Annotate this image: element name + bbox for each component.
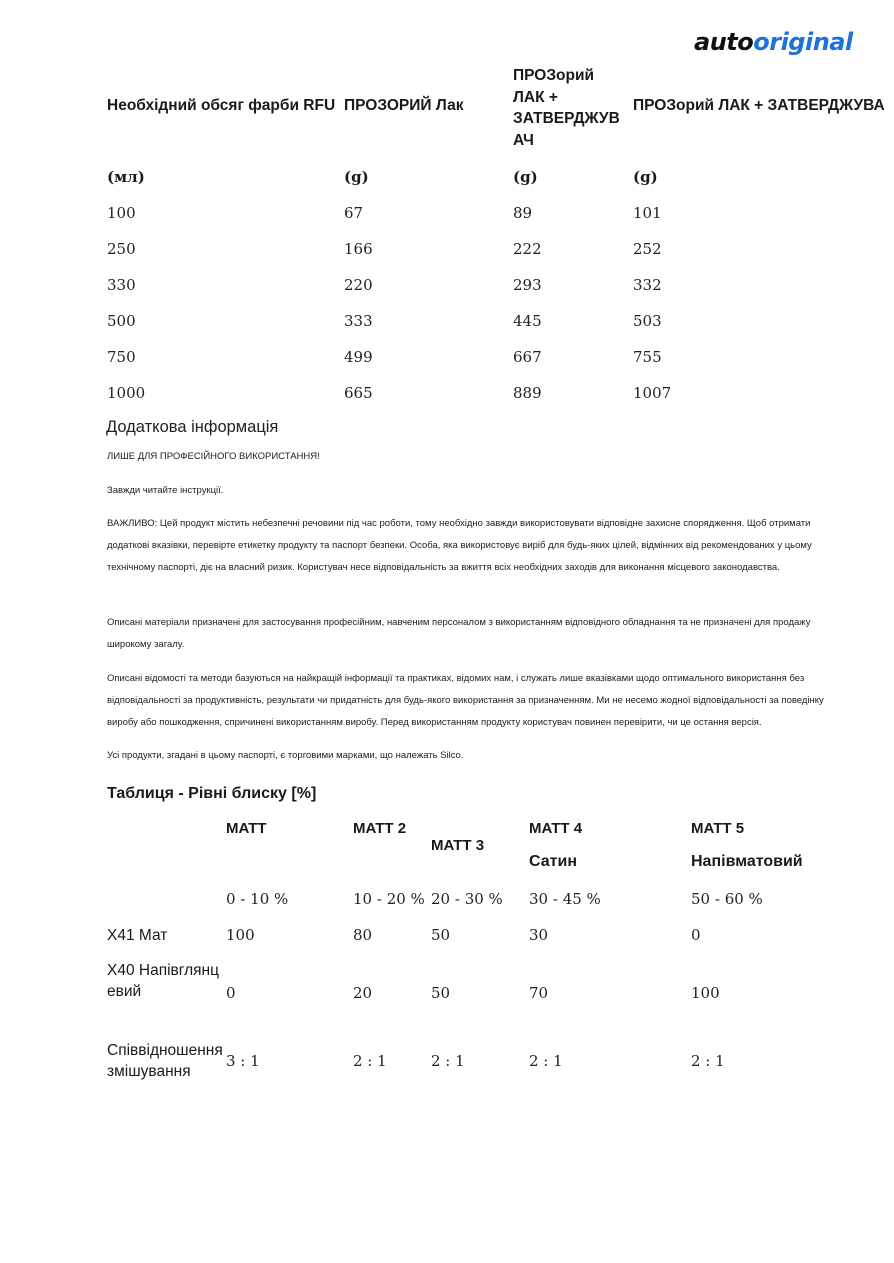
professional-use-notice: ЛИШЕ ДЛЯ ПРОФЕСІЙНОГО ВИКОРИСТАННЯ!: [107, 451, 320, 462]
cell: 755: [633, 348, 662, 366]
cell: 667: [513, 348, 542, 366]
gloss-range: 50 - 60 %: [691, 890, 763, 908]
gloss-cell: 0: [691, 926, 701, 944]
gloss-cell: 70: [529, 984, 549, 1002]
gloss-cell: 20: [353, 984, 373, 1002]
cell: 100: [107, 204, 136, 222]
unit-g: (g): [513, 168, 538, 186]
cell: 67: [344, 204, 364, 222]
gloss-cell: 100: [226, 926, 255, 944]
trademark-notice: Усі продукти, згадані в цьому паспорті, є торговими марками, що належать Silco.: [107, 750, 464, 761]
cell: 332: [633, 276, 662, 294]
header-clear-lacquer: ПРОЗОРИЙ Лак: [344, 97, 464, 114]
gloss-col-matt3: MATT 3: [431, 837, 485, 854]
gloss-table-title: Таблиця - Рівні блиску [%]: [107, 785, 317, 802]
unit-ml: (мл): [107, 168, 145, 186]
additional-info-title: Додаткова інформація: [106, 418, 279, 436]
cell: 503: [633, 312, 662, 330]
cell: 889: [513, 384, 542, 402]
gloss-row-label: Співвідношення змішування: [107, 1042, 223, 1080]
gloss-cell: 2 : 1: [529, 1052, 563, 1070]
gloss-col-matt: MATT: [226, 820, 267, 837]
cell: 445: [513, 312, 542, 330]
gloss-col-satin: Сатин: [529, 853, 577, 870]
gloss-cell: 80: [353, 926, 373, 944]
header-lacquer-hardener: ПРОЗорий ЛАК + ЗАТВЕРДЖУВ АЧ: [513, 67, 620, 149]
cell: 499: [344, 348, 373, 366]
gloss-cell: 3 : 1: [226, 1052, 260, 1070]
gloss-cell: 50: [431, 984, 451, 1002]
autooriginal-logo: autooriginal: [694, 28, 853, 56]
header-lacquer-hardener-2: ПРОЗорий ЛАК + ЗАТВЕРДЖУВА: [633, 97, 885, 114]
gloss-col-matt5: MATT 5: [691, 820, 745, 837]
gloss-col-semimatt: Напівматовий: [691, 853, 803, 870]
professional-materials-notice: Описані матеріали призначені для застосування професійним, навченим персоналом з використанням відповідного обладнання та не призначені для продажу широкому загалу.: [107, 617, 811, 650]
gloss-cell: 2 : 1: [431, 1052, 465, 1070]
cell: 252: [633, 240, 662, 258]
gloss-range: 10 - 20 %: [353, 890, 425, 908]
cell: 250: [107, 240, 136, 258]
gloss-cell: 30: [529, 926, 549, 944]
cell: 500: [107, 312, 136, 330]
cell: 89: [513, 204, 533, 222]
cell: 330: [107, 276, 136, 294]
cell: 750: [107, 348, 136, 366]
cell: 1000: [107, 384, 146, 402]
cell: 222: [513, 240, 542, 258]
important-notice: ВАЖЛИВО: Цей продукт містить небезпечні речовини під час роботи, тому необхідно завжди використовувати відповідне захисне спорядження. Щоб отримати додаткові вказівки, перевірте етикетку продукту та паспорт безпеки. Особа, яка використовує виріб для будь-яких цілей, відмінних від рекомендованих у цьому технічному паспорті, діє на власний ризик. Користувач несе відповідальність за вжиття всіх необхідних заходів для виконання місцевого законодавства.: [107, 518, 812, 573]
unit-g: (g): [633, 168, 658, 186]
liability-notice: Описані відомості та методи базуються на найкращій інформації та практиках, відомих нам, і служать лише вказівками щодо оптимального використання без відповідальності за продуктивність, результати чи придатність для будь-якого використання за призначенням. Ми не несемо жодної відповідальності за поведінку виробу або пошкодження, спричинені використанням виробу. Перед використанням продукту користувач повинен перевірити, чи це остання версія.: [107, 673, 824, 728]
gloss-cell: 50: [431, 926, 451, 944]
gloss-cell: 2 : 1: [691, 1052, 725, 1070]
gloss-cell: 2 : 1: [353, 1052, 387, 1070]
cell: 293: [513, 276, 542, 294]
gloss-col-matt2: MATT 2: [353, 820, 407, 837]
gloss-cell: 100: [691, 984, 720, 1002]
gloss-col-matt4: MATT 4: [529, 820, 583, 837]
read-instructions-notice: Завжди читайте інструкції.: [107, 485, 224, 496]
gloss-range: 20 - 30 %: [431, 890, 503, 908]
cell: 166: [344, 240, 373, 258]
cell: 665: [344, 384, 373, 402]
cell: 220: [344, 276, 373, 294]
gloss-range: 30 - 45 %: [529, 890, 601, 908]
cell: 333: [344, 312, 373, 330]
gloss-cell: 0: [226, 984, 236, 1002]
cell: 1007: [633, 384, 672, 402]
unit-g: (g): [344, 168, 369, 186]
gloss-row-label: X40 Напівглянцевий: [107, 962, 219, 1000]
gloss-range: 0 - 10 %: [226, 890, 289, 908]
header-paint-volume: Необхідний обсяг фарби RFU: [107, 97, 336, 114]
cell: 101: [633, 204, 662, 222]
gloss-row-label: X41 Мат: [107, 927, 168, 944]
